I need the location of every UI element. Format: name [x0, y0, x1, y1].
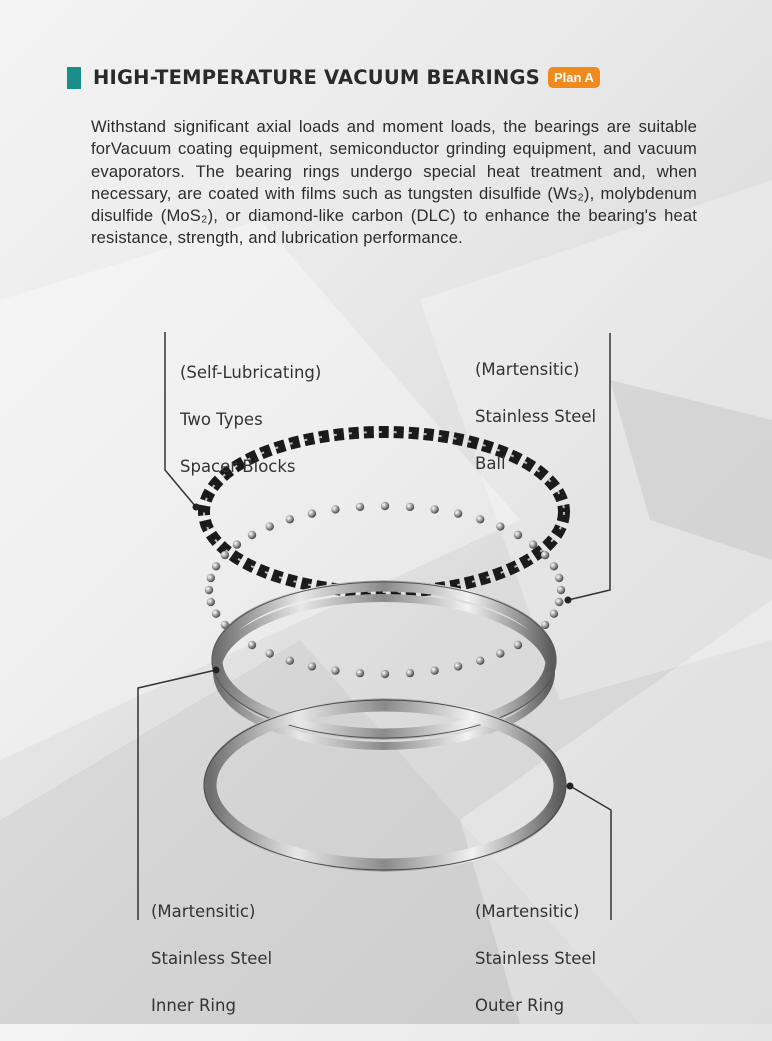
ball [381, 670, 389, 678]
ball [233, 540, 241, 548]
callout-inner-line1: (Martensitic) [151, 901, 256, 921]
ball [430, 505, 438, 513]
ball [286, 657, 294, 665]
ball [248, 531, 256, 539]
callout-spacer-line3: Spacer Blocks [180, 456, 296, 476]
ball [406, 503, 414, 511]
ball [550, 610, 558, 618]
ball [496, 649, 504, 657]
ball [514, 641, 522, 649]
outer-ring [204, 700, 566, 870]
ball [331, 666, 339, 674]
ball [207, 574, 215, 582]
ball [557, 586, 565, 594]
callout-ball-line1: (Martensitic) [475, 359, 580, 379]
ball [476, 657, 484, 665]
ball [454, 662, 462, 670]
ball [381, 502, 389, 510]
ball [308, 662, 316, 670]
callout-ball-line2: Stainless Steel [475, 406, 597, 426]
callout-outer-ring [475, 876, 596, 1041]
callout-inner-ring [151, 876, 272, 1041]
callout-outer-line1: (Martensitic) [475, 901, 580, 921]
callout-spacer [180, 337, 321, 502]
ball [308, 509, 316, 517]
callout-outer-line3: Outer Ring [475, 995, 565, 1015]
ball [331, 505, 339, 513]
callout-spacer-line1: (Self-Lubricating) [180, 362, 322, 382]
callout-inner-line2: Stainless Steel [151, 948, 273, 968]
ball [430, 666, 438, 674]
ball [514, 531, 522, 539]
ball [555, 598, 563, 606]
ball [266, 522, 274, 530]
ball [406, 669, 414, 677]
plan-badge: Plan A [548, 67, 600, 88]
ball [550, 562, 558, 570]
ball [205, 586, 213, 594]
ball [555, 574, 563, 582]
ball [221, 551, 229, 559]
ball [496, 522, 504, 530]
callout-outer-line2: Stainless Steel [475, 948, 597, 968]
ball [286, 515, 294, 523]
ball [541, 551, 549, 559]
ball [248, 641, 256, 649]
ball [529, 540, 537, 548]
ball [454, 509, 462, 517]
ball [266, 649, 274, 657]
callout-ball-line3: Ball [475, 453, 506, 473]
ball [212, 562, 220, 570]
ball [212, 610, 220, 618]
ball [476, 515, 484, 523]
callout-inner-line3: Inner Ring [151, 995, 236, 1015]
description-text: Withstand significant axial loads and moment loads, the bearings are suitable forVacuum coating equipment, semiconductor grinding equipment, and vacuum evaporators. The bearing rings undergo special heat treatment and, when necessary, are coated with films such as tungsten disulfide (Ws₂), molybdenum disulfide (MoS₂), or diamond-like carbon (DLC) to enhance the bearing's heat resistance, strength, and lubrication performance. [91, 117, 697, 248]
ball [356, 503, 364, 511]
ball [207, 598, 215, 606]
callout-spacer-line2: Two Types [180, 409, 263, 429]
page-title: HIGH-TEMPERATURE VACUUM BEARINGS [93, 66, 540, 89]
callout-ball [475, 334, 596, 499]
ball [356, 669, 364, 677]
